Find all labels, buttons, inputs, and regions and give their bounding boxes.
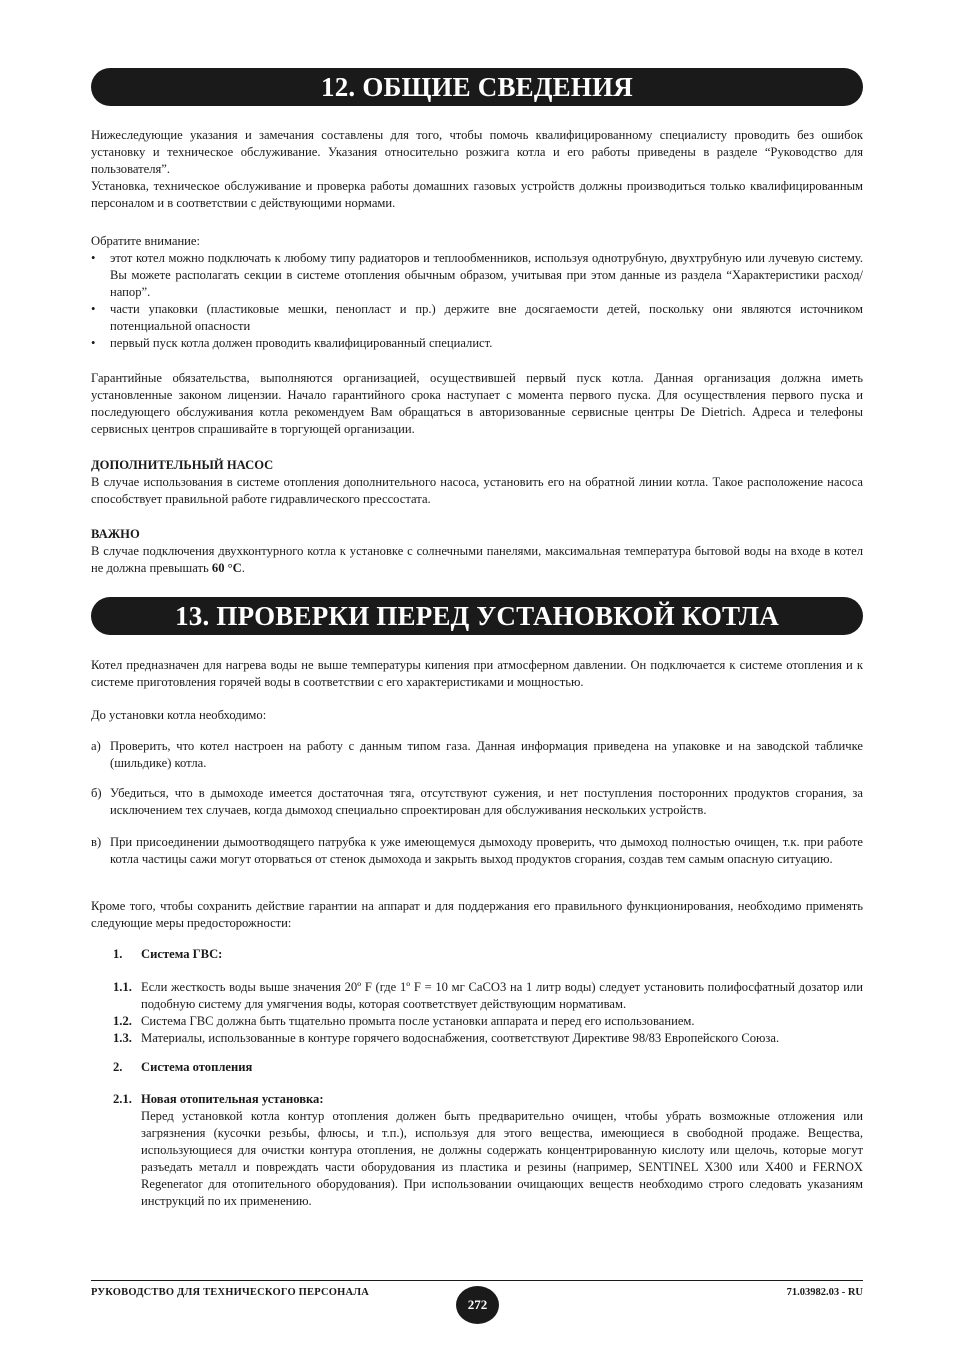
max-temperature-value: 60 °C bbox=[211, 561, 242, 575]
num-marker: 1.3. bbox=[113, 1031, 132, 1045]
num-text: Система ГВС должна быть тщательно промыта после установки аппарата и перед его использованием. bbox=[141, 1014, 695, 1028]
intro-paragraph: Нижеследующие указания и замечания составлены для того, чтобы помочь квалифицированному специалисту проводить без ошибок установку и техническое обслуживание. Указания относительно розжига котла и его работы приведены в разделе “Руководство для пользователя”. bbox=[91, 128, 863, 176]
section-13-intro: Котел предназначен для нагрева воды не выше температуры кипения при атмосферном давлении. Он подключается к системе отопления и к системе приготовления горячей воды в соответствии с его характеристиками и мощностью. bbox=[91, 658, 863, 689]
personnel-paragraph: Установка, техническое обслуживание и проверка работы домашних газовых устройств должны производиться только квалифицированным персоналом и в соответствии с действующими нормами. bbox=[91, 179, 863, 210]
item-marker: а) bbox=[91, 739, 101, 753]
attention-block bbox=[91, 233, 863, 352]
heating-heading bbox=[91, 1059, 863, 1076]
bullet-item: • этот котел можно подключать к любому типу радиаторов и теплообменников, используя однотрубную, двухтрубную или лучевую систему. Вы можете располагать секции в системе отопления обычным образом, учитывая при этом данные из раздела “Характеристики расход/напор”. bbox=[91, 250, 863, 301]
new-installation-text: Перед установкой котла контур отопления должен быть предварительно очищен, чтобы убрать возможные отложения или загрязнения (кусочки резьбы, флюсы, и т.п.), используя для этого вещества, имеющиеся в свободной продаже. Вещества, использующиеся для очистки контура отопления, не должны содержать концентрированную кислоту или щелочь, которые могут разъедать металл и повреждать части оборудования из пластика и резины (например, SENTINEL X300 или X400 и FERNOX Regenerator для отопительного оборудования). При использовании очищающих веществ необходимо строго следовать указаниям инструкций по их применению. bbox=[141, 1109, 863, 1208]
num-marker: 1. bbox=[113, 947, 123, 961]
num-text: Если жесткость воды выше значения 20º F (где 1º F = 10 мг CaCO3 на 1 литр воды) следует установить полифосфатный дозатор или подобную систему для умягчения воды, которая соответствует действующим нормативам. bbox=[141, 980, 863, 1011]
dhw-title: Система ГВС: bbox=[141, 947, 223, 961]
bullet-item: • части упаковки (пластиковые мешки, пенопласт и пр.) держите вне досягаемости детей, поскольку они являются источником потенциальной опасности bbox=[91, 301, 863, 335]
footer-doc-code: 71.03982.03 - RU bbox=[786, 1287, 863, 1298]
important-text-end: . bbox=[241, 561, 245, 575]
footer-divider bbox=[91, 1280, 863, 1281]
item-text: При присоединении дымоотводящего патрубка к уже имеющемуся дымоходу проверить, что дымоход полностью очищен, т.к. при работе котла частицы сажи могут оторваться от стенок дымохода и закрыть выход продуктов сгорания, создав тем самым опасную ситуацию. bbox=[110, 835, 863, 866]
item-text: Убедиться, что в дымоходе имеется достаточная тяга, отсутствуют сужения, и нет поступления посторонних продуктов сгорания, за исключением тех случаев, когда дымоход специально спроектирован для обслуживания нескольких устройств. bbox=[110, 786, 863, 817]
footer-manual-title: РУКОВОДСТВО ДЛЯ ТЕХНИЧЕСКОГО ПЕРСОНАЛА bbox=[91, 1287, 370, 1298]
important-text bbox=[91, 543, 863, 577]
item-marker: б) bbox=[91, 786, 102, 800]
num-marker: 2.1. bbox=[113, 1092, 132, 1106]
bullet-item: • первый пуск котла должен проводить квалифицированный специалист. bbox=[91, 335, 863, 352]
pump-block bbox=[91, 457, 863, 508]
item-text: Проверить, что котел настроен на работу с данным типом газа. Данная информация приведена на упаковке и на заводской табличке (шильдике) котла. bbox=[110, 739, 863, 770]
num-marker: 1.1. bbox=[113, 980, 132, 994]
heating-title: Система отопления bbox=[141, 1060, 253, 1074]
new-installation-title: Новая отопительная установка: bbox=[141, 1092, 324, 1106]
check-item-b bbox=[91, 785, 863, 819]
section-12-title: 12. ОБЩИЕ СВЕДЕНИЯ bbox=[91, 68, 863, 106]
important-block bbox=[91, 526, 863, 577]
section-13-title: 13. ПРОВЕРКИ ПЕРЕД УСТАНОВКОЙ КОТЛА bbox=[91, 597, 863, 635]
pump-text: В случае использования в системе отопления дополнительного насоса, установить его на обратной линии котла. Такое расположение насоса способствует правильной работе гидравлического прессостата. bbox=[91, 475, 863, 506]
important-text-body: В случае подключения двухконтурного котла к установке с солнечными панелями, максимальная температура бытовой воды на входе в котел не должна превышать bbox=[91, 544, 863, 575]
item-marker: в) bbox=[91, 835, 102, 849]
important-heading: ВАЖНО bbox=[91, 527, 140, 541]
dhw-items bbox=[91, 979, 863, 1047]
num-marker: 1.2. bbox=[113, 1014, 132, 1028]
new-installation-block bbox=[91, 1091, 863, 1210]
num-marker: 2. bbox=[113, 1060, 123, 1074]
section-12-intro bbox=[91, 127, 863, 212]
before-label: До установки котла необходимо: bbox=[91, 708, 267, 722]
check-item-c bbox=[91, 834, 863, 868]
attention-label: Обратите внимание: bbox=[91, 234, 201, 248]
check-item-a bbox=[91, 738, 863, 772]
page-number: 272 bbox=[456, 1286, 499, 1324]
pump-heading: ДОПОЛНИТЕЛЬНЫЙ НАСОС bbox=[91, 458, 274, 472]
warranty-paragraph: Гарантийные обязательства, выполняются организацией, осуществившей первый пуск котла. Данная организация должна иметь установленные законом лицензии. Начало гарантийного срока наступает с момента первого пуска. Для осуществления первого пуска и последующего обслуживания котла рекомендуем Вам обращаться в авторизованные сервисные центры De Dietrich. Адреса и телефоны сервисных центров спрашивайте в торгующей организации. bbox=[91, 371, 863, 436]
num-marker-empty bbox=[91, 1108, 141, 1210]
dhw-heading bbox=[91, 946, 863, 963]
num-text: Материалы, использованные в контуре горячего водоснабжения, соответствуют Директиве 98/83 Европейского Союза. bbox=[141, 1031, 780, 1045]
precautions-paragraph: Кроме того, чтобы сохранить действие гарантии на аппарат и для поддержания его правильного функционирования, необходимо применять следующие меры предосторожности: bbox=[91, 899, 863, 930]
